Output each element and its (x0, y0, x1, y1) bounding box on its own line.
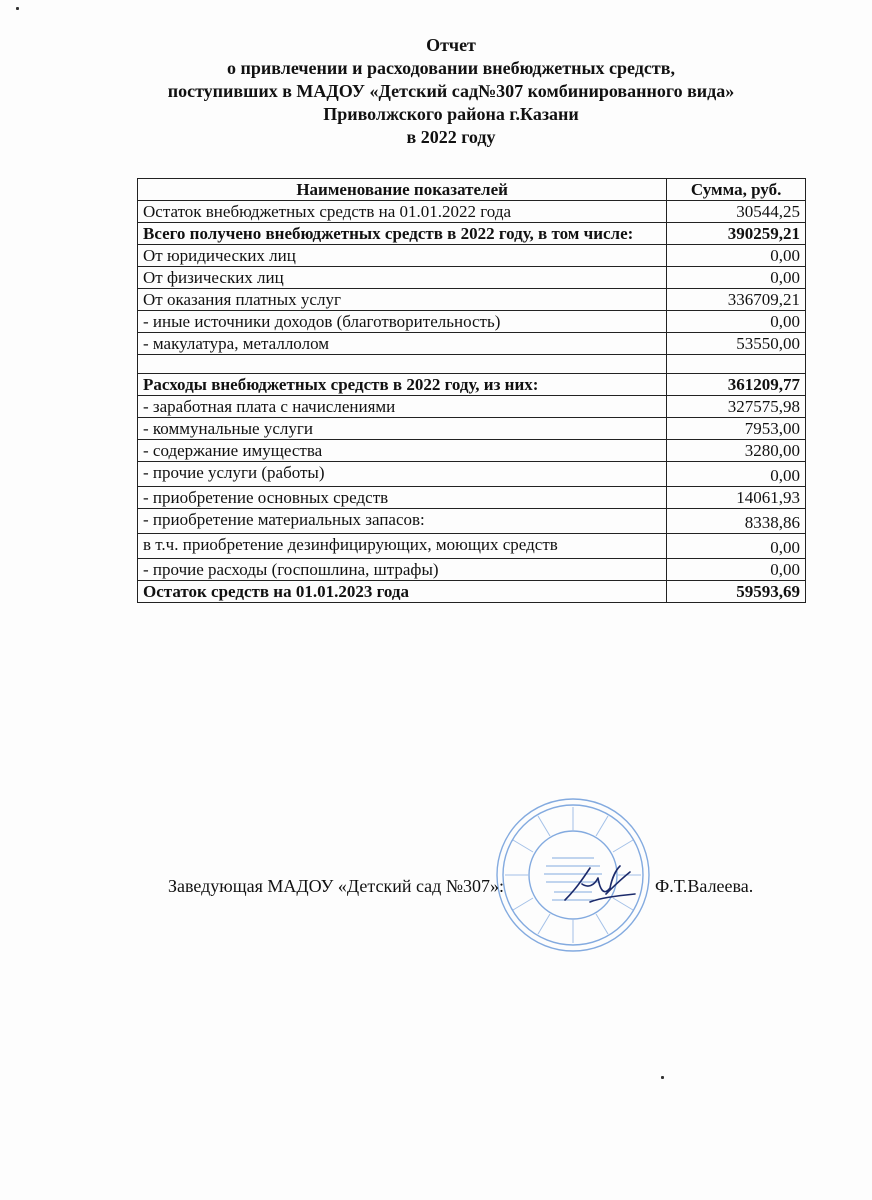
row-label: От оказания платных услуг (138, 289, 667, 311)
row-amount: 14061,93 (667, 487, 806, 509)
row-amount: 0,00 (667, 534, 806, 559)
table-row (138, 333, 806, 355)
row-label: - приобретение материальных запасов: (138, 509, 667, 534)
title-line: Отчет (426, 35, 476, 55)
row-amount: 7953,00 (667, 418, 806, 440)
title-line: поступивших в МАДОУ «Детский сад№307 комбинированного вида» (167, 81, 735, 101)
report-title (0, 34, 872, 149)
row-amount: 30544,25 (667, 201, 806, 223)
table-row (138, 289, 806, 311)
table-row (138, 581, 806, 603)
row-label: - макулатура, металлолом (138, 333, 667, 355)
scan-speck (16, 7, 19, 10)
table-row (138, 396, 806, 418)
row-amount: 0,00 (667, 267, 806, 289)
row-amount: 0,00 (667, 559, 806, 581)
signer-name: Ф.Т.Валеева. (655, 876, 754, 896)
table-row (138, 440, 806, 462)
row-label: От физических лиц (138, 267, 667, 289)
row-label: - приобретение основных средств (138, 487, 667, 509)
table-row (138, 418, 806, 440)
row-label: Остаток средств на 01.01.2023 года (138, 581, 667, 603)
table-row (138, 223, 806, 245)
row-amount: 0,00 (667, 311, 806, 333)
scan-speck (661, 1076, 664, 1079)
row-amount: 327575,98 (667, 396, 806, 418)
row-label: От юридических лиц (138, 245, 667, 267)
table-row (138, 534, 806, 559)
signature-position: Заведующая МАДОУ «Детский сад №307»: (168, 876, 505, 896)
column-header-name: Наименование показателей (138, 179, 667, 201)
row-label: в т.ч. приобретение дезинфицирующих, моющих средств (138, 534, 667, 559)
report-table (137, 178, 806, 603)
title-line: о привлечении и расходовании внебюджетных средств, (227, 58, 675, 78)
row-label: Всего получено внебюджетных средств в 2022 году, в том числе: (138, 223, 667, 245)
row-amount: 0,00 (667, 245, 806, 267)
row-label: - заработная плата с начислениями (138, 396, 667, 418)
row-amount: 390259,21 (667, 223, 806, 245)
title-line: Приволжского района г.Казани (323, 104, 579, 124)
row-label: - содержание имущества (138, 440, 667, 462)
row-amount (667, 355, 806, 374)
row-amount: 8338,86 (667, 509, 806, 534)
row-amount: 53550,00 (667, 333, 806, 355)
row-label: - прочие услуги (работы) (138, 462, 667, 487)
row-amount: 361209,77 (667, 374, 806, 396)
row-label (138, 355, 667, 374)
row-label: - иные источники доходов (благотворительность) (138, 311, 667, 333)
row-label: Остаток внебюджетных средств на 01.01.2022 года (138, 201, 667, 223)
table-row (138, 374, 806, 396)
row-label: - прочие расходы (госпошлина, штрафы) (138, 559, 667, 581)
table-row (138, 462, 806, 487)
table-row (138, 311, 806, 333)
row-amount: 336709,21 (667, 289, 806, 311)
table-row (138, 559, 806, 581)
row-label: Расходы внебюджетных средств в 2022 году, из них: (138, 374, 667, 396)
row-amount: 59593,69 (667, 581, 806, 603)
row-label: - коммунальные услуги (138, 418, 667, 440)
row-amount: 3280,00 (667, 440, 806, 462)
table-row-empty (138, 355, 806, 374)
row-amount: 0,00 (667, 462, 806, 487)
column-header-amount: Сумма, руб. (667, 179, 806, 201)
table-row (138, 245, 806, 267)
table-row (138, 487, 806, 509)
table-row (138, 201, 806, 223)
table-header-row (138, 179, 806, 201)
table-row (138, 267, 806, 289)
title-line: в 2022 году (406, 127, 496, 147)
table-row (138, 509, 806, 534)
handwritten-signature-icon (560, 860, 640, 910)
